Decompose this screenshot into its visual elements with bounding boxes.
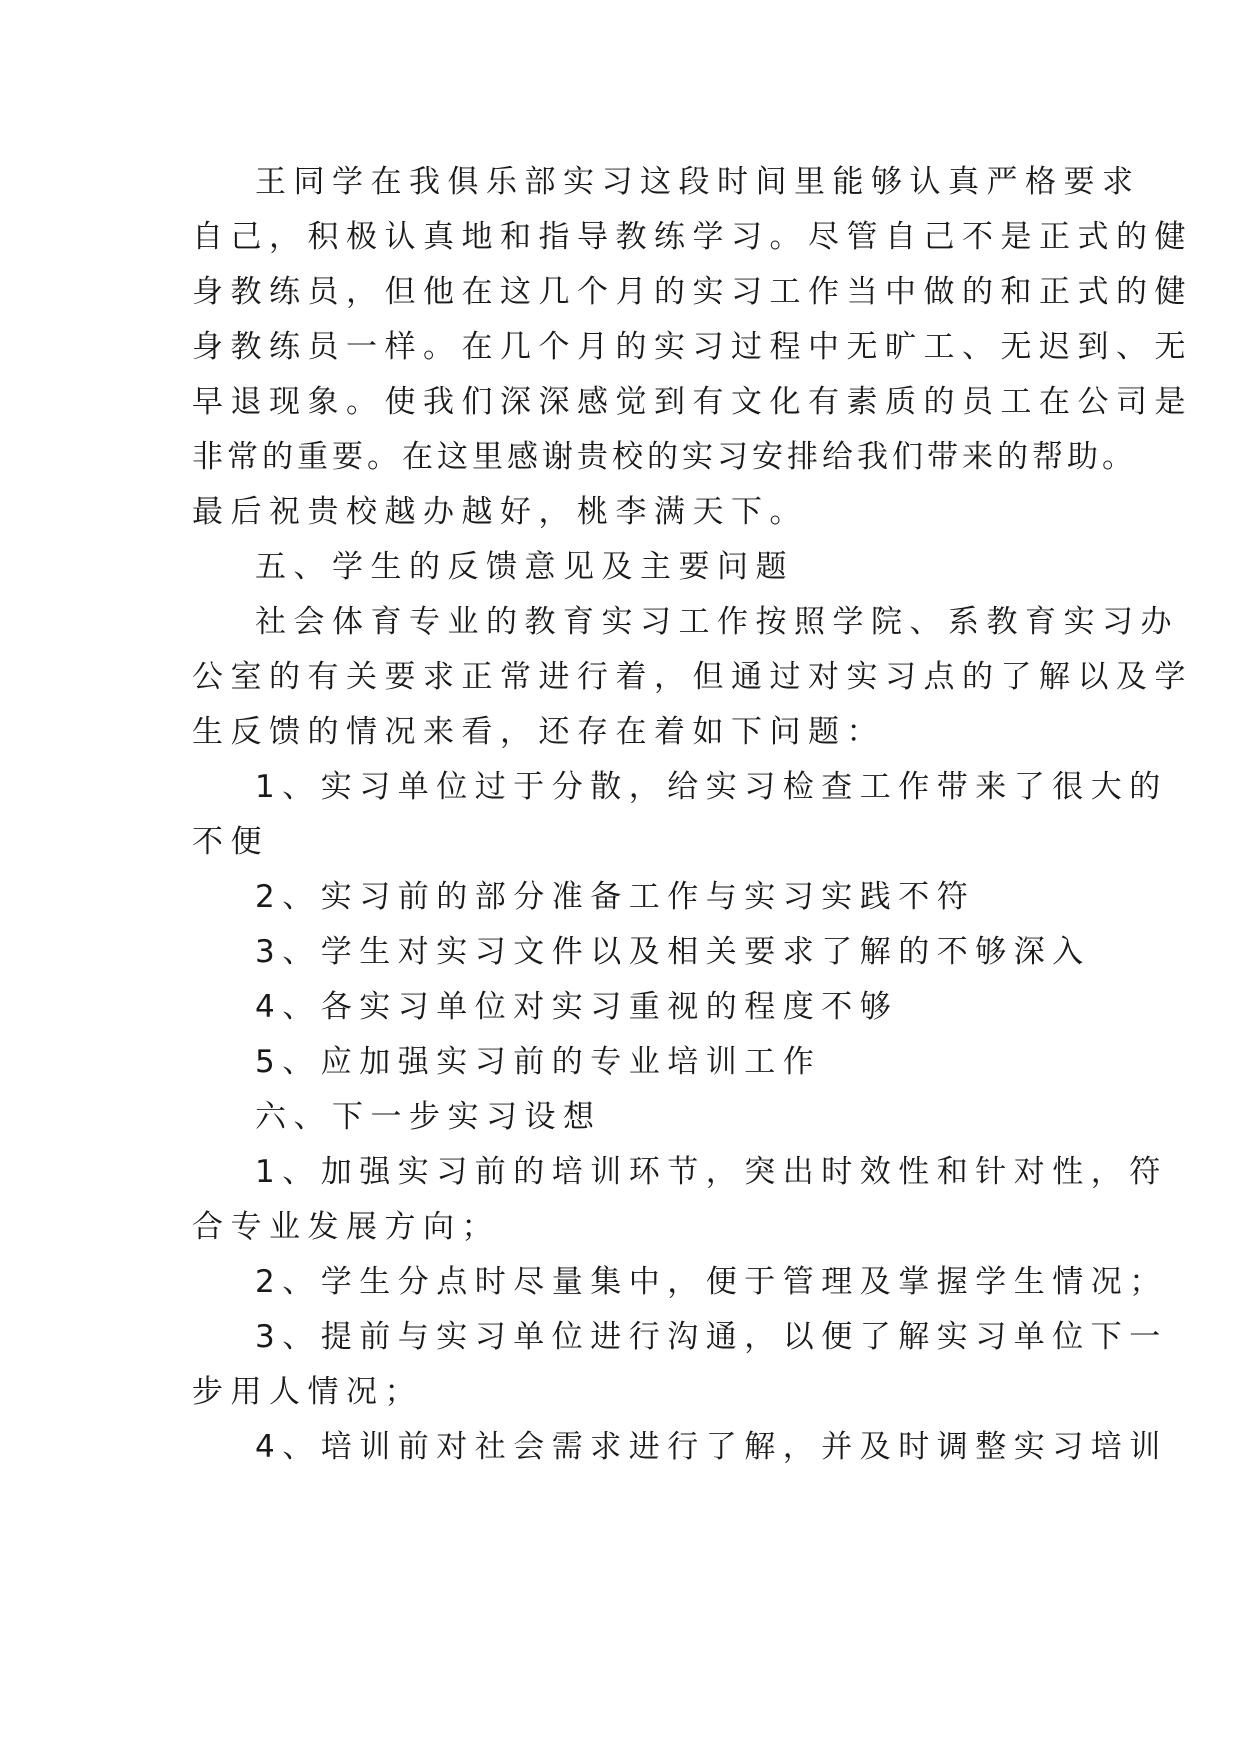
- paragraph-line: 早退现象。使我们深深感觉到有文化有素质的员工在公司是: [192, 384, 1193, 420]
- list-item: 2、学生分点时尽量集中，便于管理及掌握学生情况；: [255, 1264, 1168, 1300]
- list-item-continuation: 步用人情况；: [192, 1374, 423, 1410]
- list-item: 5、应加强实习前的专业培训工作: [255, 1044, 822, 1080]
- list-item: 1、实习单位过于分散，给实习检查工作带来了很大的: [255, 769, 1168, 805]
- list-item: 1、加强实习前的培训环节，突出时效性和针对性，符: [255, 1154, 1168, 1190]
- paragraph-line: 非常的重要。在这里感谢贵校的实习安排给我们带来的帮助。: [192, 439, 1137, 475]
- paragraph-line: 王同学在我俱乐部实习这段时间里能够认真严格要求: [255, 164, 1141, 200]
- paragraph-line: 身教练员，但他在这几个月的实习工作当中做的和正式的健: [192, 274, 1193, 310]
- paragraph-line: 公室的有关要求正常进行着，但通过对实习点的了解以及学: [192, 659, 1193, 695]
- list-item: 4、培训前对社会需求进行了解，并及时调整实习培训: [255, 1429, 1168, 1465]
- paragraph-line: 社会体育专业的教育实习工作按照学院、系教育实习办: [255, 604, 1179, 640]
- list-item: 3、提前与实习单位进行沟通，以便了解实习单位下一: [255, 1319, 1168, 1355]
- paragraph-line: 身教练员一样。在几个月的实习过程中无旷工、无迟到、无: [192, 329, 1193, 365]
- section-heading: 五、学生的反馈意见及主要问题: [255, 549, 794, 585]
- list-item-continuation: 合专业发展方向；: [192, 1209, 500, 1245]
- paragraph-line: 生反馈的情况来看，还存在着如下问题：: [192, 714, 885, 750]
- list-item: 4、各实习单位对实习重视的程度不够: [255, 989, 899, 1025]
- paragraph-line: 自己，积极认真地和指导教练学习。尽管自己不是正式的健: [192, 219, 1193, 255]
- list-item: 3、学生对实习文件以及相关要求了解的不够深入: [255, 934, 1091, 970]
- list-item-continuation: 不便: [192, 824, 269, 860]
- paragraph-line: 最后祝贵校越办越好，桃李满天下。: [192, 494, 808, 530]
- section-heading: 六、下一步实习设想: [255, 1099, 602, 1135]
- list-item: 2、实习前的部分准备工作与实习实践不符: [255, 879, 976, 915]
